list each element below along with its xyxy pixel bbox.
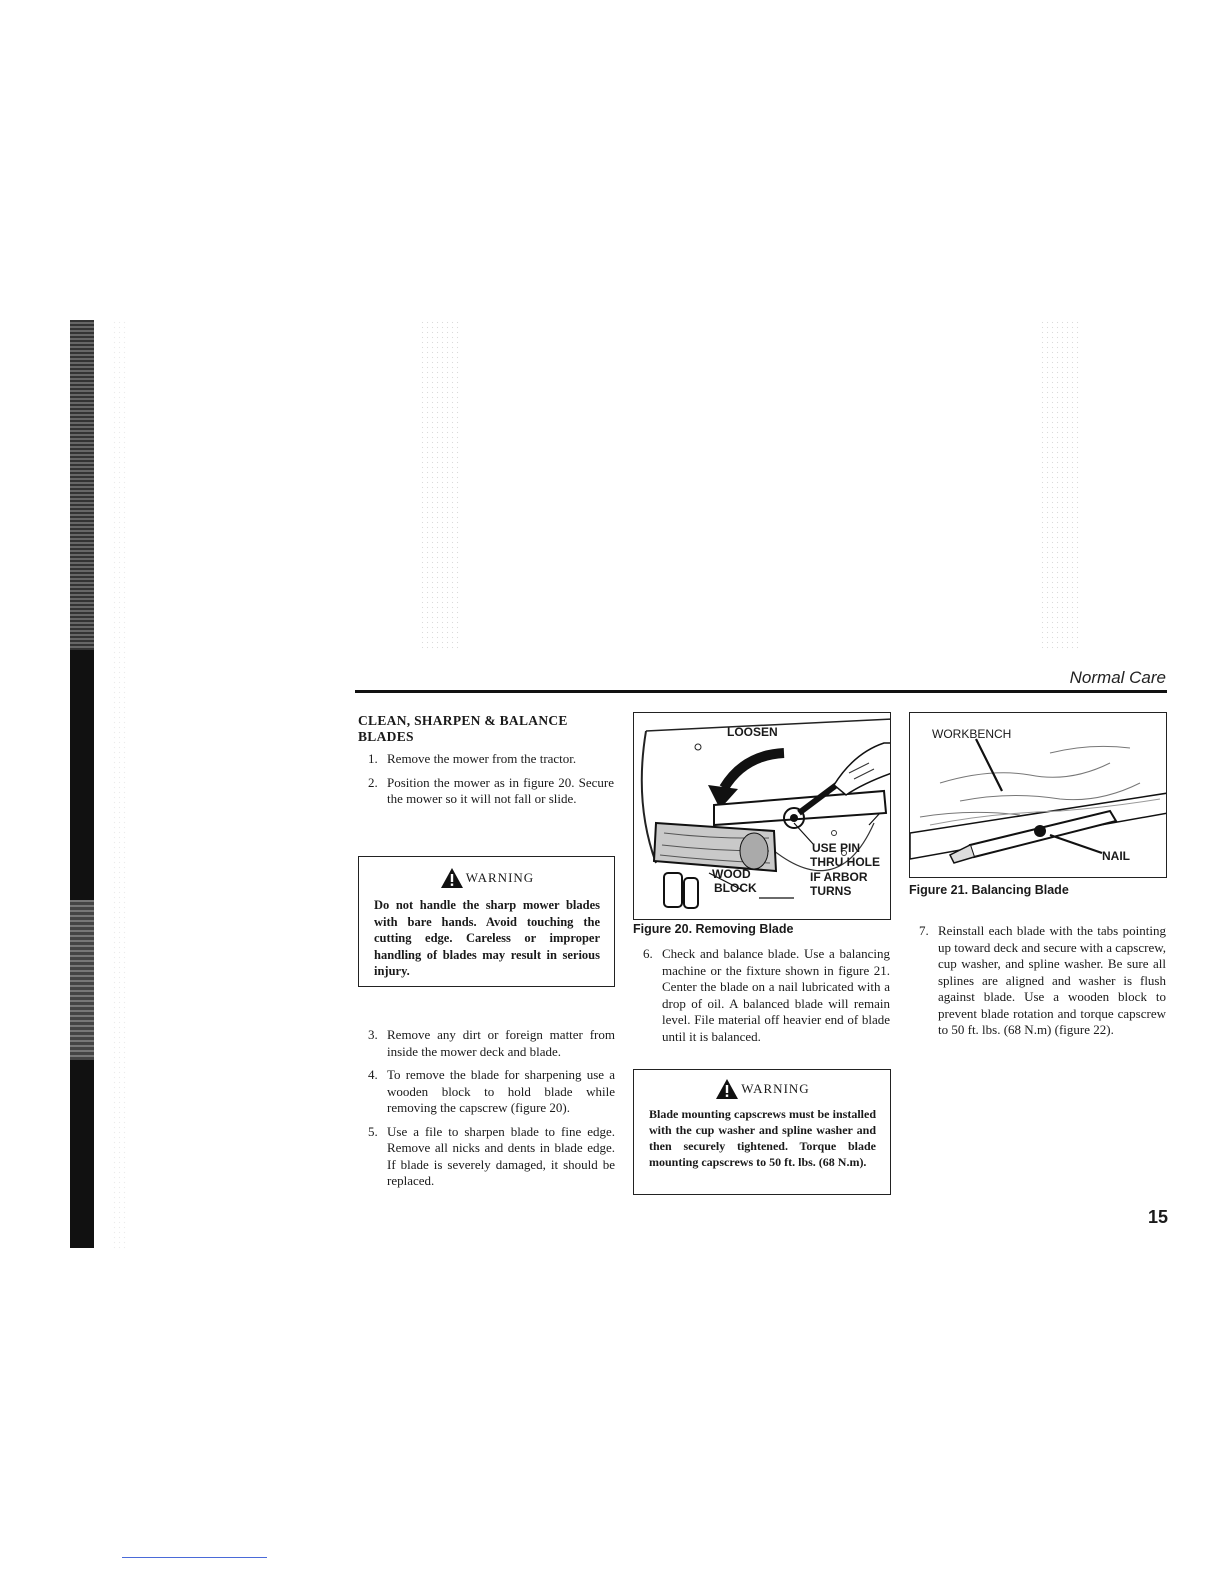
step-3	[358, 1027, 615, 1060]
warning-box-capscrews	[633, 1069, 891, 1195]
warning-text: Do not handle the sharp mower blades with bare hands. Avoid touching the cutting edge. Careless or improper handling of blades may result in serious injury.	[374, 898, 600, 978]
step-text: Check and balance blade. Use a balancing machine or the fixture shown in figure 21. Center the blade on a nail lubricated with a drop of oil. A balanced blade will remain level. File material off heavier end of blade until it is balanced.	[662, 946, 890, 1044]
warning-title: WARNING	[465, 870, 535, 885]
step-text: Position the mower as in figure 20. Secure the mower so it will not fall or slide.	[387, 774, 614, 806]
section-title: Normal Care	[1069, 668, 1166, 687]
scan-speckle-margin	[112, 320, 126, 1250]
warning-title: WARNING	[741, 1081, 810, 1096]
step-number: 4.	[368, 1067, 378, 1082]
label-wood: WOOD	[712, 867, 751, 881]
header-rule	[355, 690, 1167, 693]
label-nail: NAIL	[1102, 849, 1130, 863]
step-4	[358, 1067, 615, 1117]
steps-list-a	[358, 751, 614, 808]
steps-list-right	[909, 923, 1166, 1039]
scan-speckle-left	[420, 320, 460, 650]
blade-removal-drawing	[634, 713, 891, 920]
steps-list-b	[358, 1027, 615, 1190]
label-use-pin-1: USE PIN	[812, 841, 861, 855]
figure-20-caption: Figure 20. Removing Blade	[633, 922, 794, 936]
step-number: 5.	[368, 1123, 378, 1139]
section-heading-line2: BLADES	[358, 729, 414, 744]
label-use-pin-2: THRU HOLE	[810, 855, 880, 869]
label-workbench: WORKBENCH	[932, 727, 1012, 741]
warning-header	[374, 867, 600, 889]
middle-column	[633, 946, 890, 1052]
label-loosen: LOOSEN	[727, 725, 778, 739]
step-text: Remove the mower from the tractor.	[387, 751, 577, 766]
steps-list-middle	[633, 946, 890, 1045]
binding-scan-texture-lower	[70, 900, 94, 1060]
step-number: 3.	[368, 1027, 378, 1042]
step-text: Use a file to sharpen blade to fine edge. Remove all nicks and dents in blade edge. If blade is severely damaged, it should be replaced.	[387, 1123, 615, 1188]
section-heading	[358, 713, 614, 745]
warning-box-handling	[358, 856, 615, 987]
figure-21-illustration	[909, 712, 1167, 878]
step-7	[909, 923, 1166, 1039]
right-column	[909, 923, 1166, 1046]
warning-header	[649, 1078, 876, 1100]
step-text: Reinstall each blade with the tabs pointing up toward deck and secure with a capscrew, cup washer, and spline washer. Be sure all splines are aligned and washer is flush against blade. Use a wooden block to prevent blade rotation and torque capscrew to 50 ft. lbs. (68 N.m) (figure 22).	[938, 923, 1167, 1037]
step-5	[358, 1124, 615, 1190]
footer-line	[122, 1557, 267, 1558]
binding-scan-texture	[70, 320, 94, 650]
step-text: To remove the blade for sharpening use a wooden block to hold blade while removing the capscrew (figure 20).	[387, 1067, 615, 1115]
step-number: 7.	[919, 923, 929, 938]
step-text: Remove any dirt or foreign matter from inside the mower deck and blade.	[387, 1027, 615, 1059]
step-1	[358, 751, 614, 768]
step-6	[633, 946, 890, 1045]
label-use-pin-3: IF ARBOR	[810, 870, 868, 884]
left-column-lower	[358, 1027, 615, 1197]
page-number: 15	[1148, 1207, 1169, 1227]
step-2	[358, 775, 614, 808]
warning-triangle-icon	[440, 867, 464, 889]
step-number: 2.	[368, 774, 378, 790]
warning-text: Blade mounting capscrews must be installed with the cup washer and spline washer and then securely tightened. Torque blade mounting capscrews to 50 ft. lbs. (68 N.m).	[649, 1107, 876, 1169]
figure-21-caption: Figure 21. Balancing Blade	[909, 883, 1069, 897]
step-number: 1.	[368, 751, 378, 766]
label-use-pin-4: TURNS	[810, 884, 852, 898]
scan-speckle-right	[1040, 320, 1080, 650]
warning-triangle-icon	[715, 1078, 739, 1100]
section-heading-line1: CLEAN, SHARPEN & BALANCE	[358, 713, 568, 728]
step-number: 6.	[643, 946, 653, 961]
label-block: BLOCK	[714, 881, 757, 895]
left-column	[358, 713, 614, 815]
figure-20-illustration	[633, 712, 891, 920]
